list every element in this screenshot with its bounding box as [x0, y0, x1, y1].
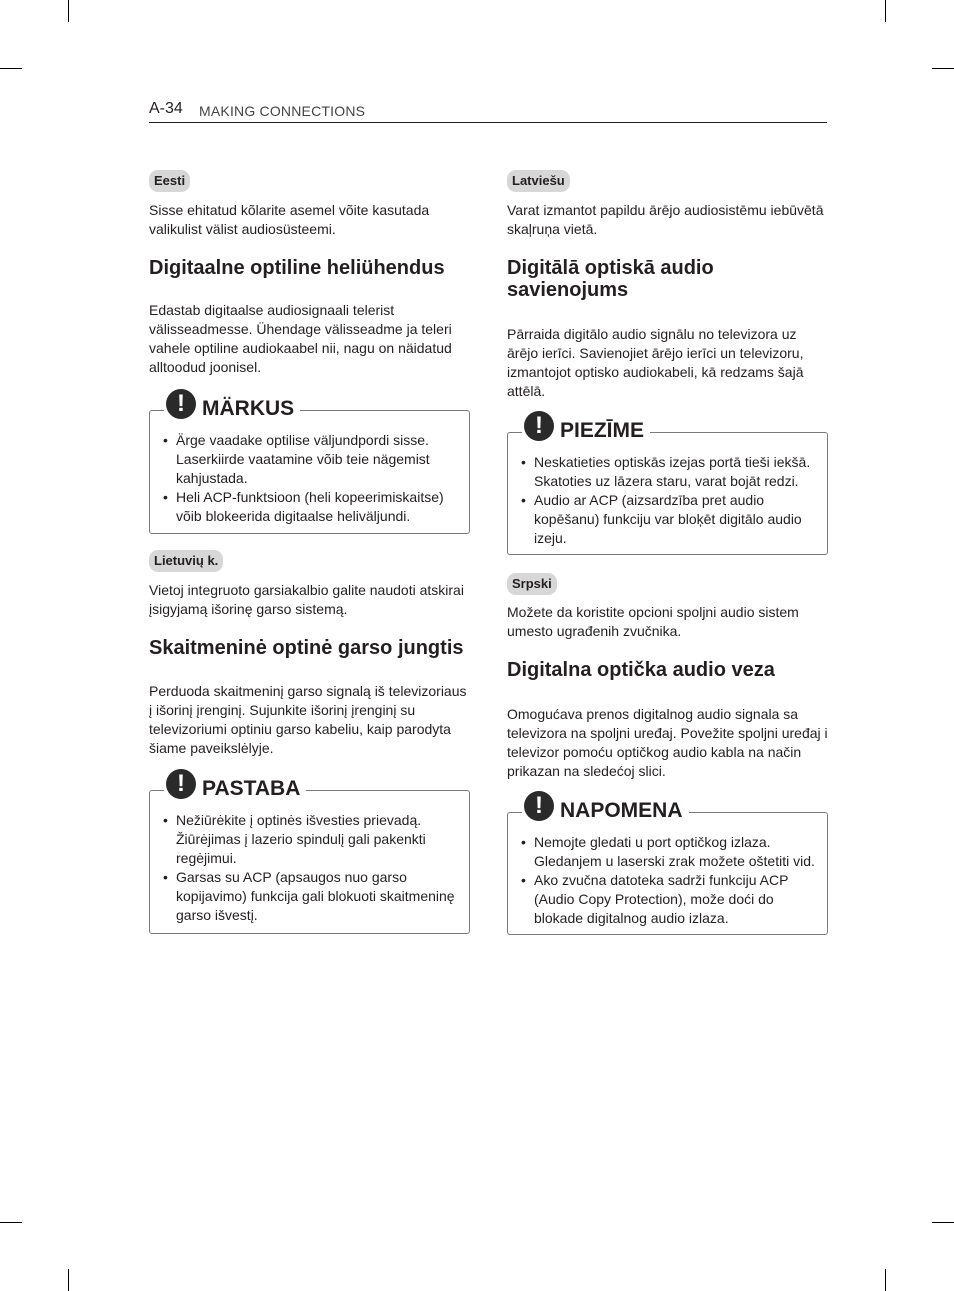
- note-title-lt: ! PASTABA: [164, 769, 306, 800]
- intro-text-et: Sisse ehitatud kõlarite asemel võite kasutada valikulist välist audiosüsteemi.: [149, 202, 430, 237]
- exclamation-icon: !: [524, 791, 554, 821]
- list-item: • Heli ACP-funktsioon (heli kopeerimiskaitse) võib blokeerida digitaalse heliväljundi.: [150, 488, 455, 526]
- intro-text-lt: Vietoj integruoto garsiakalbio galite naudoti atskirai įsigyjamą išorinę garso sistemą.: [149, 582, 464, 617]
- section-heading-sr: Digitalna optička audio veza: [507, 659, 775, 681]
- body-text-lt: Perduoda skaitmeninį garso signalą iš televizoriaus į išorinį įrenginį. Sujunkite išorinį įrenginį su televizoriumi optiniu garso kabeliu, kaip parodyta šiame paveikslėlyje.: [149, 683, 467, 756]
- section-heading-et: Digitaalne optiline heliühendus: [149, 257, 445, 279]
- note-box-lv: [507, 412, 828, 555]
- crop-mark: [68, 0, 69, 22]
- body-text-lv: Pārraida digitālo audio signālu no televizora uz ārējo ierīci. Savienojiet ārējo ierīci un televizoru, izmantojot optisko audiokabeli, kā redzams šajā attēlā.: [507, 326, 804, 399]
- note-box-et: [149, 390, 470, 534]
- body-text-et: Edastab digitaalse audiosignaali telerist välisseadmesse. Ühendage välisseadme ja teleri vahele optiline audiokaabel nii, nagu on näidatud alltoodud joonisel.: [149, 302, 452, 375]
- language-badge-et: Eesti: [149, 170, 190, 192]
- note-title-lv: ! PIEZĪME: [522, 411, 650, 442]
- note-list-et: [150, 431, 455, 526]
- crop-mark: [0, 68, 22, 69]
- body-text-sr: Omogućava prenos digitalnog audio signala sa televizora na spoljni uređaj. Povežite spoljni uređaj i televizor pomoću optičkog audio kabla na način prikazan na sledećoj slici.: [507, 706, 828, 779]
- note-list-sr: [508, 833, 818, 928]
- exclamation-icon: !: [524, 411, 554, 441]
- page-header: [149, 100, 827, 123]
- language-badge-sr: Srpski: [507, 573, 557, 595]
- list-item: • Ärge vaadake optilise väljundpordi sisse. Laserkiirde vaatamine võib teie nägemist kahjustada.: [150, 431, 455, 488]
- intro-text-lv: Varat izmantot papildu ārējo audiosistēmu iebūvētā skaļruņa vietā.: [507, 202, 824, 237]
- list-item: • Nemojte gledati u port optičkog izlaza. Gledanjem u laserski zrak možete oštetiti vid.: [508, 833, 818, 871]
- section-heading-lv: Digitālā optiskā audio savienojums: [507, 257, 714, 301]
- note-list-lt: [150, 811, 460, 925]
- intro-text-sr: Možete da koristite opcioni spoljni audio sistem umesto ugrađenih zvučnika.: [507, 604, 799, 639]
- language-badge-lv: Latviešu: [507, 170, 570, 192]
- list-item: • Neskatieties optiskās izejas portā tieši iekšā. Skatoties uz lāzera staru, varat bojāt redzi.: [508, 453, 814, 491]
- note-title-sr: ! NAPOMENA: [522, 791, 689, 822]
- note-box-sr: [507, 792, 828, 935]
- crop-mark: [932, 1222, 954, 1223]
- list-item: • Audio ar ACP (aizsardzība pret audio kopēšanu) funkciju var bloķēt digitālo audio izeju.: [508, 491, 814, 548]
- crop-mark: [0, 1222, 22, 1223]
- language-badge-lt: Lietuvių k.: [149, 550, 223, 572]
- page-number: A-34: [149, 100, 183, 117]
- crop-mark: [932, 68, 954, 69]
- exclamation-icon: !: [166, 769, 196, 799]
- list-item: • Garsas su ACP (apsaugos nuo garso kopijavimo) funkcija gali blokuoti skaitmeninę garso išvestį.: [150, 868, 460, 925]
- crop-mark: [68, 1269, 69, 1291]
- note-box-lt: [149, 770, 470, 934]
- section-heading-lt: Skaitmeninė optinė garso jungtis: [149, 637, 464, 659]
- exclamation-icon: !: [166, 389, 196, 419]
- note-list-lv: [508, 453, 814, 548]
- crop-mark: [885, 1269, 886, 1291]
- list-item: • Ako zvučna datoteka sadrži funkciju ACP (Audio Copy Protection), može doći do blokade digitalnog audio izlaza.: [508, 871, 818, 928]
- list-item: • Nežiūrėkite į optinės išvesties prievadą. Žiūrėjimas į lazerio spindulį gali pakenkti regėjimui.: [150, 811, 460, 868]
- section-title: MAKING CONNECTIONS: [199, 103, 366, 119]
- crop-mark: [885, 0, 886, 22]
- note-title-et: ! MÄRKUS: [164, 389, 300, 420]
